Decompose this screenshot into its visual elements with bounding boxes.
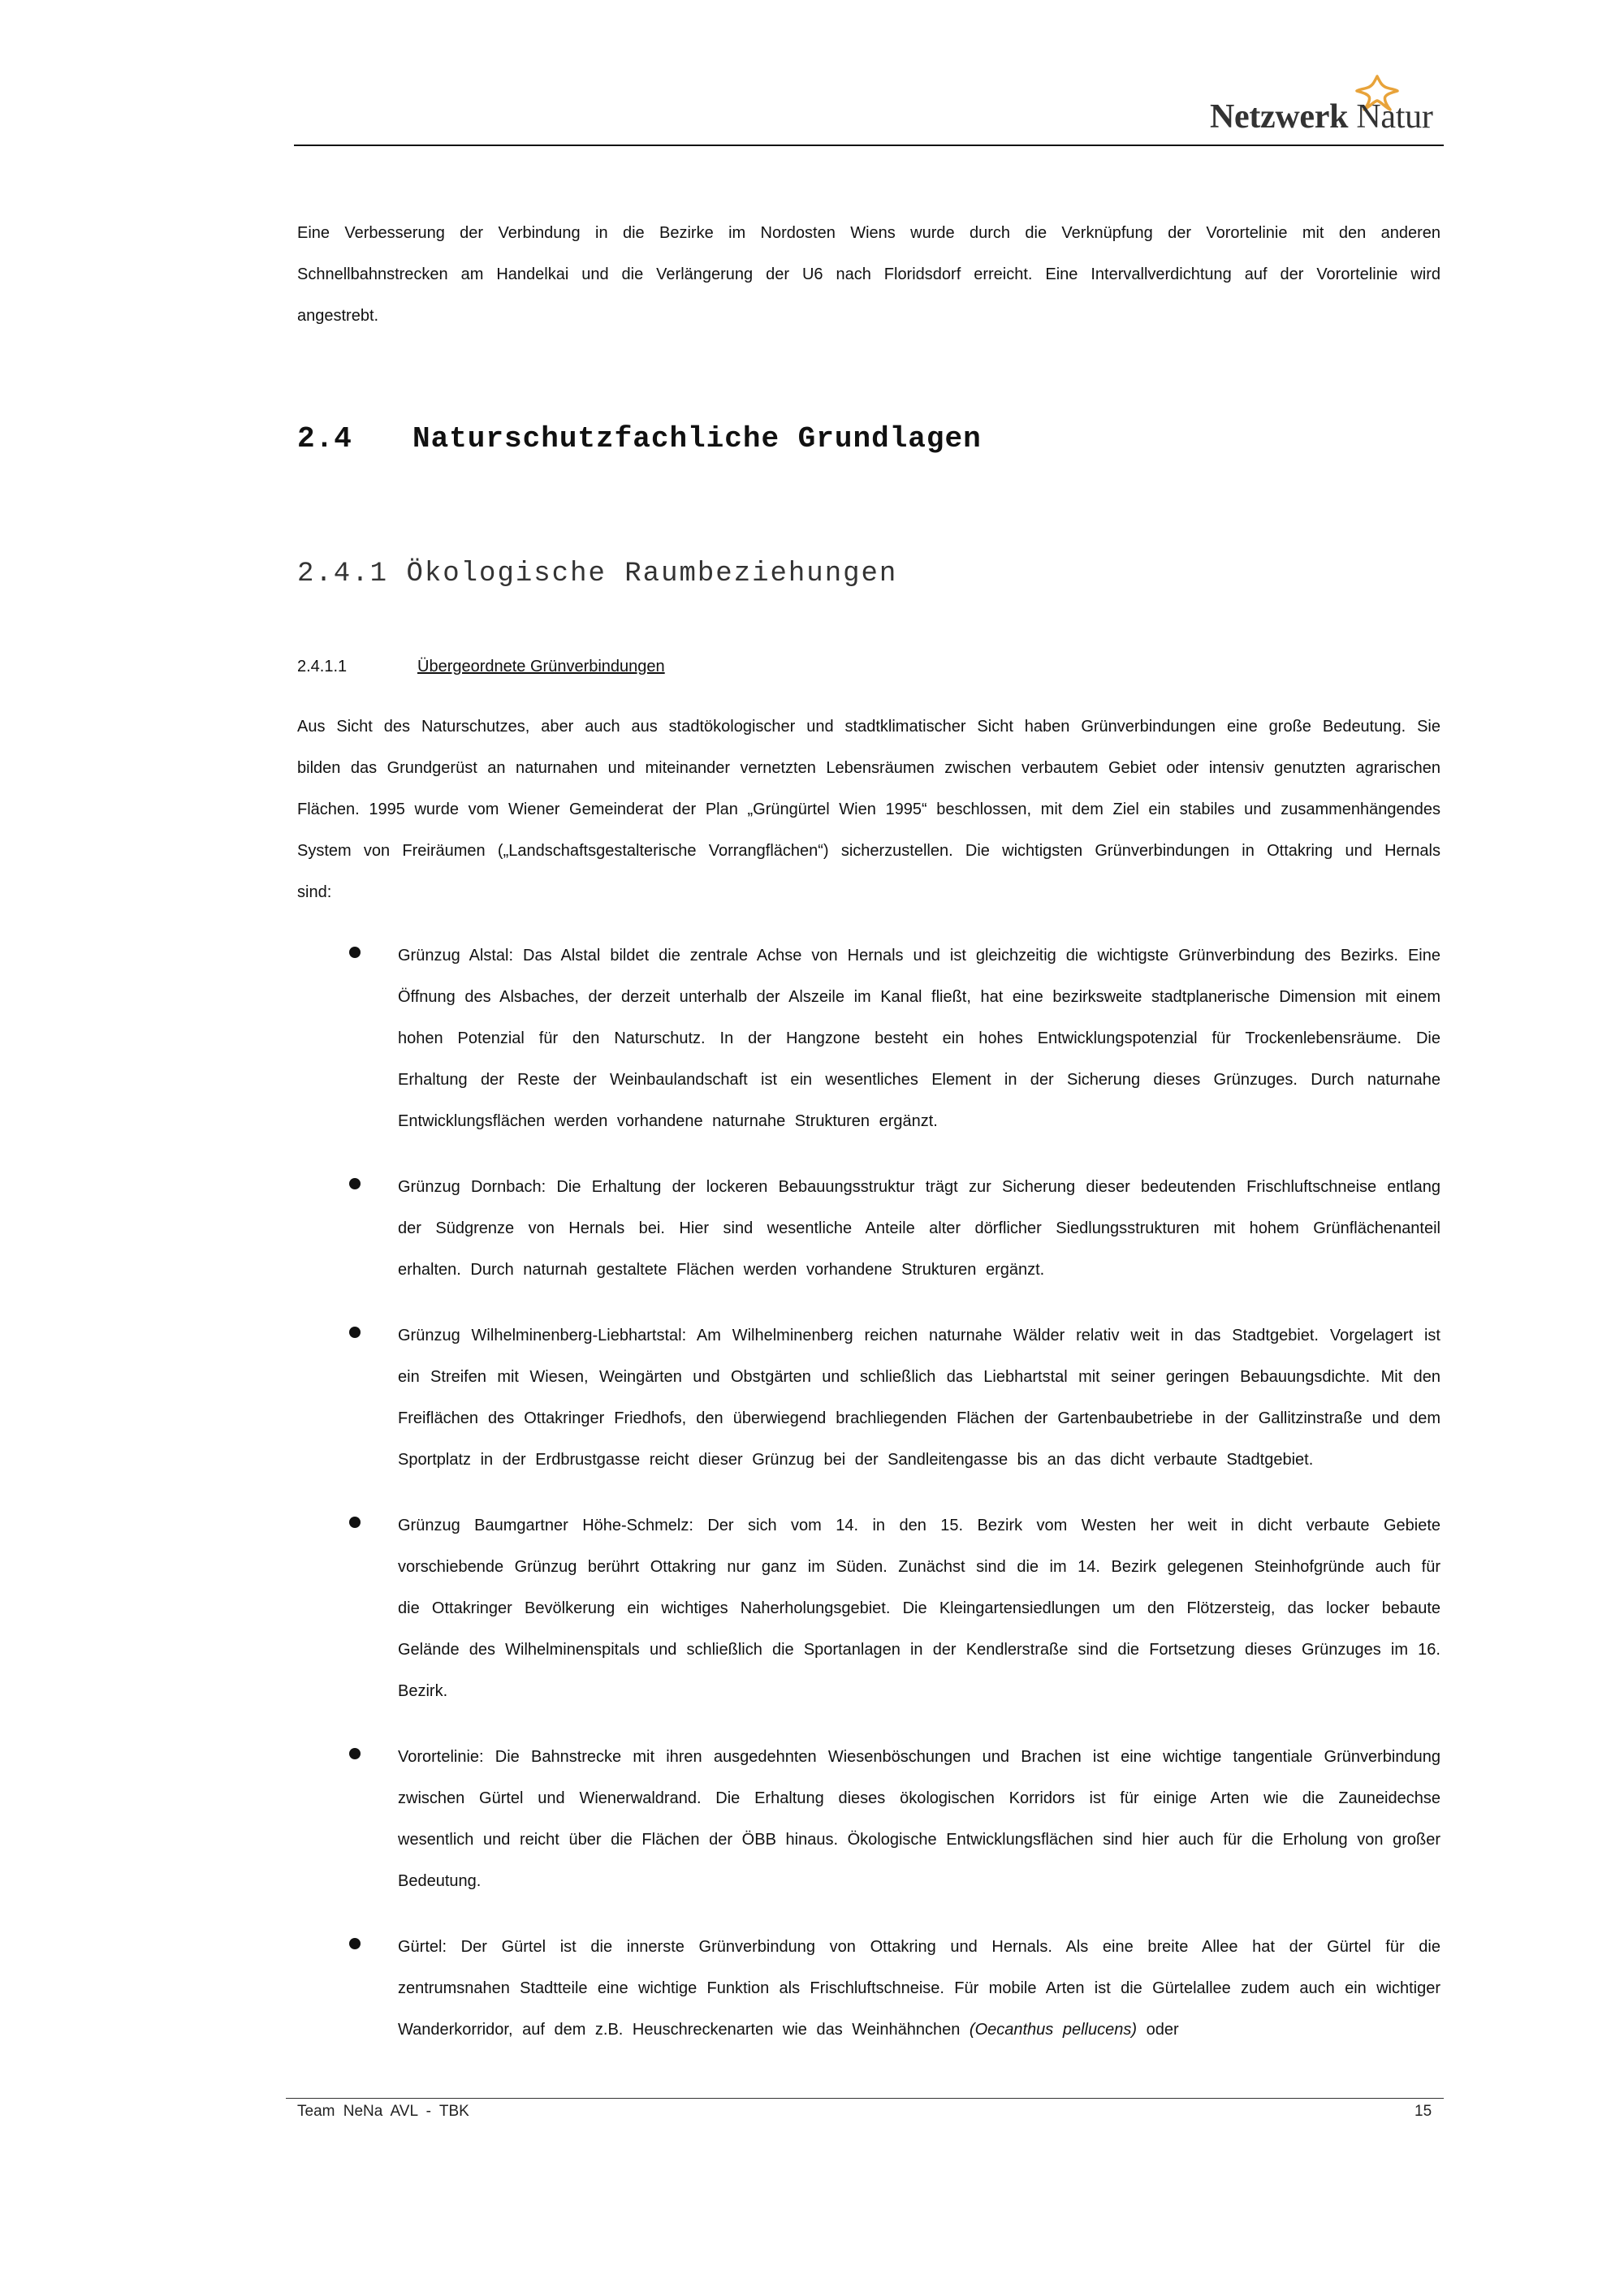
list-item-text: Vorortelinie: Die Bahnstrecke mit ihren ausgedehnten Wiesenböschungen und Brachen ist eine wichtige tangentiale Grünverbindung zwischen Gürtel und Wienerwaldrand. Die Erhaltung dieses ökologischen Korridors ist für einige Arten wie die Zauneidechse wesentlich und reicht über die Flächen der ÖBB hinaus. Ökologische Entwicklungsflächen sind hier auch für die Erholung von großer Bedeutung. [398,1748,1440,1890]
section-number: 2.4 [297,422,352,455]
subsection-title: Ökologische Raumbeziehungen [406,559,898,589]
bullet-icon [349,1938,361,1949]
subsubsection-title: Übergeordnete Grünverbindungen [417,658,665,675]
bullet-icon [349,947,361,958]
list-item-text: Grünzug Wilhelminenberg-Liebhartstal: Am Wilhelminenberg reichen naturnahe Wälder relativ weit in das Stadtgebiet. Vorgelagert ist ein Streifen mit Wiesen, Weingärten und Obstgärten und schließlich das Liebhartstal mit seiner geringen Bebauungsdichte. Mit den Freiflächen des Ottakringer Friedhofs, den überwiegend brachliegenden Flächen der Gartenbaubetriebe in der Gallitzinstraße und dem Sportplatz in der Erdbrustgasse reicht dieser Grünzug bei der Sandleitengasse bis an das dicht verbaute Stadtgebiet. [398,1327,1440,1469]
list-item [297,1315,1440,1481]
bullet-icon [349,1178,361,1189]
footer-divider [286,2098,1444,2099]
body-paragraph-block [297,706,1440,913]
species-name: (Oecanthus pellucens) [969,2021,1138,2039]
list-item [297,1167,1440,1291]
section-title: Naturschutzfachliche Grundlagen [412,422,982,455]
list-item [297,1505,1440,1712]
subsection-heading [297,559,897,589]
intro-paragraph-block [297,213,1440,337]
list-item-text: Grünzug Dornbach: Die Erhaltung der lockeren Bebauungsstruktur trägt zur Sicherung dieser bedeutenden Frischluftschneise entlang der Südgrenze von Hernals bei. Hier sind wesentliche Anteile alter dörflicher Siedlungsstrukturen mit hohem Grünflächenanteil erhalten. Durch naturnah gestaltete Flächen werden vorhandene Strukturen ergänzt. [398,1178,1440,1279]
list-item [297,935,1440,1142]
list-item-text: Grünzug Alstal: Das Alstal bildet die zentrale Achse von Hernals und ist gleichzeitig die wichtigste Grünverbindung des Bezirks. Eine Öffnung des Alsbaches, der derzeit unterhalb der Alszeile im Kanal fließt, hat eine bezirksweite stadtplanerische Dimension mit einem hohen Potenzial für den Naturschutz. In der Hangzone besteht ein hohes Entwicklungspotenzial für Trockenlebensräume. Die Erhaltung der Reste der Weinbaulandschaft ist ein wesentliches Element in der Sicherung dieses Grünzuges. Durch naturnahe Entwicklungsflächen werden vorhandene naturnahe Strukturen ergänzt. [398,947,1440,1130]
footer-team: Team NeNa AVL - TBK [297,2103,469,2120]
list-item-text: Grünzug Baumgartner Höhe-Schmelz: Der sich vom 14. in den 15. Bezirk vom Westen her weit in dicht verbaute Gebiete vorschiebende Grünzug berührt Ottakring nur ganz im Süden. Zunächst sind die im 14. Bezirk gelegenen Steinhofgründe auch für die Ottakringer Bevölkerung ein wichtiges Naherholungsgebiet. Die Kleingartensiedlungen um den Flötzersteig, das locker bebaute Gelände des Wilhelminenspitals und schließlich die Sportanlagen in der Kendlerstraße sind die Fortsetzung dieses Grünzuges im 16. Bezirk. [398,1517,1440,1700]
logo-text: Netzwerk Natur [1210,98,1433,136]
subsubsection-heading [297,658,665,676]
header-divider [294,145,1444,146]
netzwerk-natur-logo [1210,71,1453,145]
bullet-icon [349,1748,361,1759]
green-corridor-list [297,935,1440,2075]
subsubsection-number: 2.4.1.1 [297,658,348,675]
bullet-icon [349,1517,361,1528]
bullet-icon [349,1327,361,1338]
body-paragraph: Aus Sicht des Naturschutzes, aber auch aus stadtökologischer und stadtklimatischer Sicht haben Grünverbindungen eine große Bedeutung. Sie bilden das Grundgerüst an naturnahen und miteinander vernetzten Lebensräumen zwischen verbautem Gebiet oder intensiv genutzten agrarischen Flächen. 1995 wurde vom Wiener Gemeinderat der Plan „Grüngürtel Wien 1995“ beschlossen, mit dem Ziel ein stabiles und zusammenhängendes System von Freiräumen („Landschaftsgestalterische Vorrangflächen“) sicherzustellen. Die wichtigsten Grünverbindungen in Ottakring und Hernals sind: [297,718,1440,901]
list-item [297,1927,1440,2051]
intro-paragraph: Eine Verbesserung der Verbindung in die Bezirke im Nordosten Wiens wurde durch die Verknüpfung der Vorortelinie mit den anderen Schnellbahnstrecken am Handelkai und die Verlängerung der U6 nach Floridsdorf erreicht. Eine Intervallverdichtung auf der Vorortelinie wird angestrebt. [297,224,1440,325]
subsection-number: 2.4.1 [297,559,389,589]
list-item-text: Gürtel: Der Gürtel ist die innerste Grünverbindung von Ottakring und Hernals. Als eine breite Allee hat der Gürtel für die zentrumsnahen Stadtteile eine wichtige Funktion als Frischluftschneise. Für mobile Arten ist die Gürtelallee zudem auch ein wichtiger Wanderkorridor, auf dem z.B. Heuschreckenarten wie das Weinhähnchen (Oecanthus pellucens) oder [398,1938,1440,2039]
section-heading [297,422,982,455]
page-number: 15 [1415,2103,1432,2120]
list-item [297,1737,1440,1902]
